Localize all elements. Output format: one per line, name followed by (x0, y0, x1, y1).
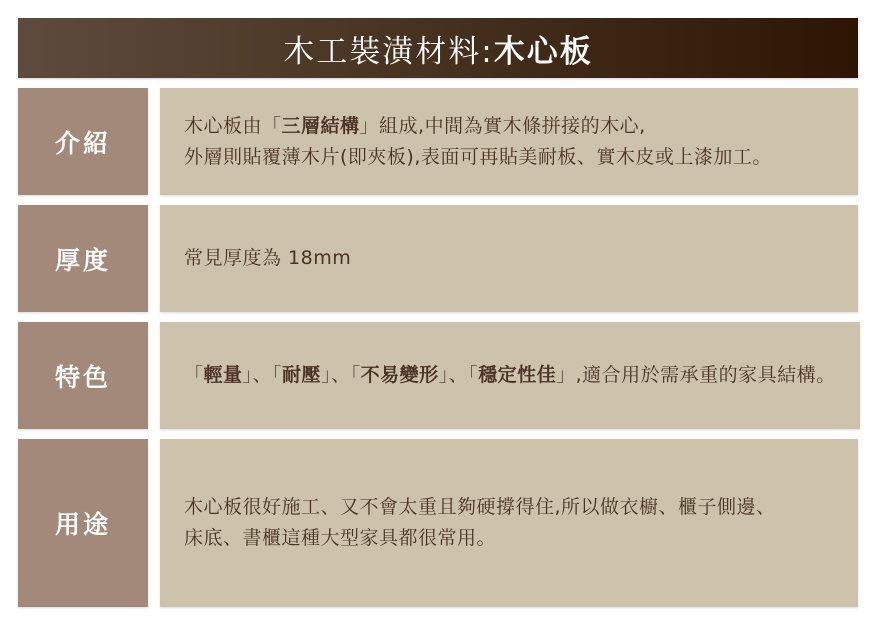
row-label: 特色 (18, 322, 148, 429)
emphasis-text: 三層結構 (281, 114, 360, 137)
text-segment: 木心板很好施工、又不會太重且夠硬撐得住,所以做衣櫥、櫃子側邊、 (184, 496, 776, 518)
text-line (184, 243, 834, 274)
text-segment: 」、「 (242, 364, 283, 386)
emphasis-text: 不易變形 (360, 364, 439, 386)
text-segment: 常見厚度為 18mm (184, 247, 352, 269)
row-label: 厚度 (18, 205, 148, 312)
table-row (18, 88, 858, 195)
text-segment: 」組成,中間為實木條拼接的木心, (359, 114, 646, 137)
row-label: 用途 (18, 439, 148, 607)
emphasis-text: 輕量 (203, 364, 243, 386)
text-line (184, 111, 834, 142)
material-table (18, 18, 858, 607)
text-segment: 「 (184, 364, 204, 386)
row-content (160, 439, 858, 607)
text-line (184, 360, 836, 391)
text-segment: 」、「 (321, 364, 361, 386)
text-segment: 」、「 (438, 364, 479, 386)
table-row (18, 322, 858, 429)
text-segment: 」,適合用於需承重的家具結構。 (556, 364, 836, 386)
table-row (18, 439, 858, 607)
row-label: 介紹 (18, 88, 148, 195)
page-title-emphasis: 木心板 (493, 33, 593, 70)
table-row (18, 205, 858, 312)
text-segment: 木心板由「 (184, 114, 282, 137)
text-line (184, 523, 834, 554)
row-content (160, 88, 858, 195)
text-line (184, 492, 834, 523)
text-segment: 床底、書櫃這種大型家具都很常用。 (184, 527, 497, 549)
row-content (160, 205, 858, 312)
text-line (184, 142, 834, 173)
emphasis-text: 穩定性佳 (478, 364, 557, 386)
table-rows (18, 88, 858, 607)
text-segment: 外層則貼覆薄木片(即夾板),表面可再貼美耐板、實木皮或上漆加工。 (184, 145, 772, 168)
row-content (160, 322, 860, 429)
emphasis-text: 耐壓 (282, 364, 322, 386)
page-title (18, 18, 858, 78)
page-title-prefix: 木工裝潢材料: (283, 33, 494, 70)
